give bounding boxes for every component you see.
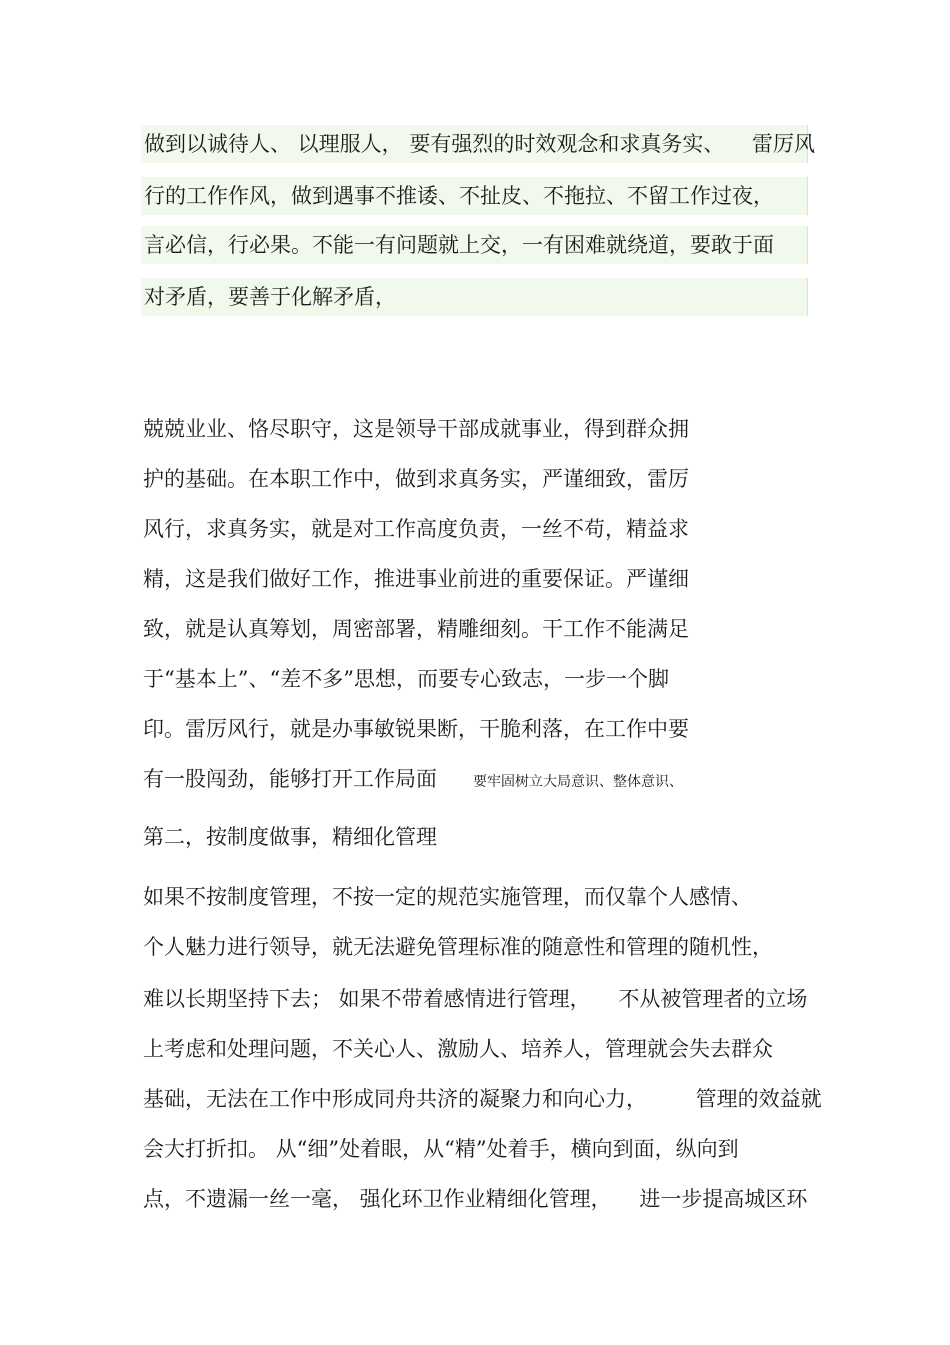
text-line: 难以长期坚持下去； 如果不带着感情进行管理， 不从被管理者的立场 <box>143 987 808 1011</box>
text-line: 风行，求真务实，就是对工作高度负责，一丝不苟，精益求 <box>143 517 689 541</box>
highlight-row <box>141 278 808 316</box>
text-segment: 有一股闯劲，能够打开工作局面 <box>143 767 437 791</box>
text-line: 致，就是认真筹划，周密部署，精雕细刻。干工作不能满足 <box>143 617 689 641</box>
text-line: 基础，无法在工作中形成同舟共济的凝聚力和向心力， 管理的效益就 <box>143 1087 822 1111</box>
highlight-row <box>141 226 808 264</box>
text-line: 精，这是我们做好工作，推进事业前进的重要保证。严谨细 <box>143 567 689 591</box>
text-line: 行的工作作风，做到遇事不推诿、不扯皮、不拖拉、不留工作过夜， <box>144 184 774 208</box>
text-line: 会大打折扣。 从“细”处着眼，从“精”处着手，横向到面，纵向到 <box>143 1137 739 1161</box>
highlight-row <box>141 125 816 163</box>
text-line: 护的基础。在本职工作中，做到求真务实，严谨细致，雷厉 <box>143 467 689 491</box>
text-line: 印。雷厉风行，就是办事敏锐果断，干脆利落，在工作中要 <box>143 717 689 741</box>
text-line: 于“基本上”、“差不多”思想，而要专心致志，一步一个脚 <box>143 667 669 691</box>
small-text-segment: 要牢固树立大局意识、整体意识、 <box>473 774 683 790</box>
text-line: 如果不按制度管理，不按一定的规范实施管理，而仅靠个人感情、 <box>143 885 752 909</box>
highlight-row <box>141 177 808 215</box>
text-line: 个人魅力进行领导，就无法避免管理标准的随意性和管理的随机性， <box>143 935 773 959</box>
text-line: 上考虑和处理问题，不关心人、激励人、培养人，管理就会失去群众 <box>143 1037 773 1061</box>
text-line: 做到以诚待人、 以理服人， 要有强烈的时效观念和求真务实、 雷厉风 <box>144 132 816 156</box>
text-line: 兢兢业业、恪尽职守，这是领导干部成就事业，得到群众拥 <box>143 417 689 441</box>
text-line <box>143 764 683 797</box>
text-line: 言必信，行必果。不能一有问题就上交，一有困难就绕道，要敢于面 <box>144 233 774 257</box>
section-heading: 第二，按制度做事，精细化管理 <box>143 825 437 849</box>
text-line: 对矛盾，要善于化解矛盾， <box>144 285 396 309</box>
text-line: 点，不遗漏一丝一毫， 强化环卫作业精细化管理， 进一步提高城区环 <box>143 1187 808 1211</box>
